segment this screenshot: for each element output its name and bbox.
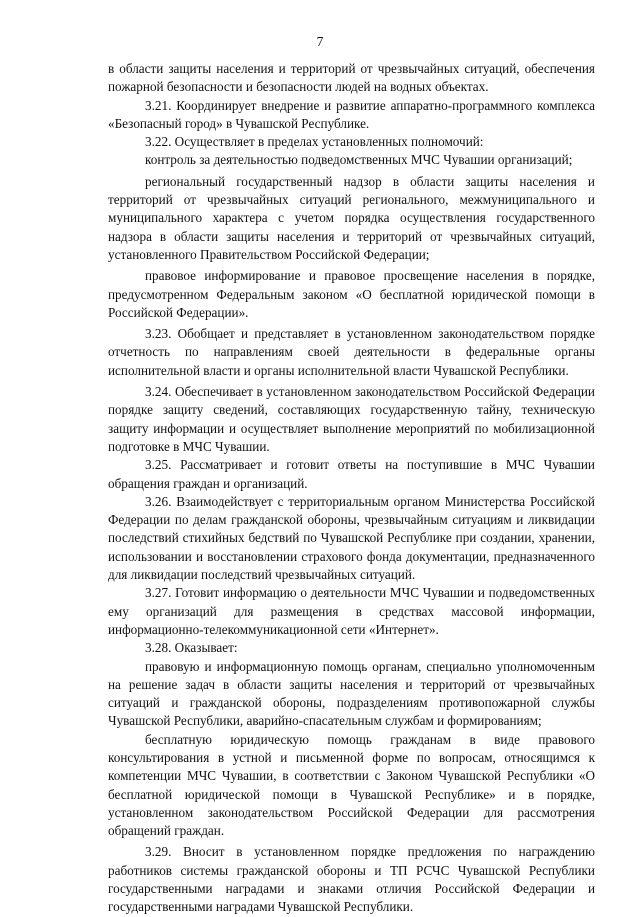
- paragraph-3-25: 3.25. Рассматривает и готовит ответы на поступившие в МЧС Чувашии обращения граждан и организаций.: [108, 457, 595, 491]
- paragraph-3-24: 3.24. Обеспечивает в установленном законодательством Российской Федерации порядке защиту сведений, составляющих государственную тайну, техническую защиту информации и осуществляет выполнение мероприятий по мобилизационной подготовке в МЧС Чувашии.: [108, 384, 595, 454]
- paragraph-3-28-item-legal-help: правовую и информационную помощь органам, специально уполномоченным на решение задач в области защиты населения и территорий от чрезвычайных ситуаций и гражданской обороны, подразделениям противопожарной службы Чувашской Республики, аварийно-спасательным службам и формированиям;: [108, 658, 595, 729]
- paragraph-3-26: 3.26. Взаимодействует с территориальным органом Министерства Российской Федерации по делам гражданской обороны, чрезвычайным ситуациям и ликвидации последствий стихийных бедствий по Чувашской Республике при создании, хранении, использовании и восстановлении страхового фонда документации, предназначенного для ликвидации последствий чрезвычайных ситуаций.: [108, 493, 595, 583]
- paragraph-continuation: в области защиты населения и территорий от чрезвычайных ситуаций, обеспечения пожарной безопасности и безопасности людей на водных объектах.: [108, 61, 595, 95]
- paragraph-3-22-item-supervision: региональный государственный надзор в области защиты населения и территорий от чрезвычайных ситуаций регионального, межмуниципального и муниципального характера с учетом порядка осуществления государственного надзора в области защиты населения и территорий от чрезвычайных ситуаций, установленного Правительством Российской Федерации;: [108, 173, 595, 262]
- document-body: [108, 60, 595, 917]
- paragraph-3-28-item-free-help: бесплатную юридическую помощь гражданам в виде правового консультирования в устной и письменной форме по вопросам, относящимся к компетенции МЧС Чувашии, в соответствии с Законом Чувашской Республики «О бесплатной юридической помощи в Чувашской Республике» и в порядке, установленном законодательством Российской Федерации для рассмотрения обращений граждан.: [108, 731, 595, 839]
- page-number: 7: [316, 34, 324, 49]
- paragraph-3-22-item-legal-info: правовое информирование и правовое просвещение населения в порядке, предусмотренном Федеральным законом «О бесплатной юридической помощи в Российской Федерации».: [108, 268, 595, 320]
- paragraph-3-27: 3.27. Готовит информацию о деятельности МЧС Чувашии и подведомственных ему организаций для размещения в средствах массовой информации, информационно-телекоммуникационной сети «Интернет».: [108, 585, 595, 637]
- paragraph-3-23: 3.23. Обобщает и представляет в установленном законодательством порядке отчетность по направлениям своей деятельности в федеральные органы исполнительной власти и органы исполнительной власти Чувашской Республики.: [108, 326, 595, 378]
- paragraph-3-21: 3.21. Координирует внедрение и развитие аппаратно-программного комплекса «Безопасный город» в Чувашской Республике.: [108, 97, 595, 131]
- paragraph-3-22-item-control: контроль за деятельностью подведомственных МЧС Чувашии организаций;: [145, 152, 573, 168]
- paragraph-3-29: 3.29. Вносит в установленном порядке предложения по награждению работников системы гражданской обороны и ТП РСЧС Чувашской Республики государственными наградами и знаками отличия Российской Федерации и государственными наградами Чувашской Республики.: [108, 844, 595, 915]
- paragraph-3-22: 3.22. Осуществляет в пределах установленных полномочий:: [145, 134, 484, 150]
- paragraph-3-28: 3.28. Оказывает:: [145, 640, 238, 656]
